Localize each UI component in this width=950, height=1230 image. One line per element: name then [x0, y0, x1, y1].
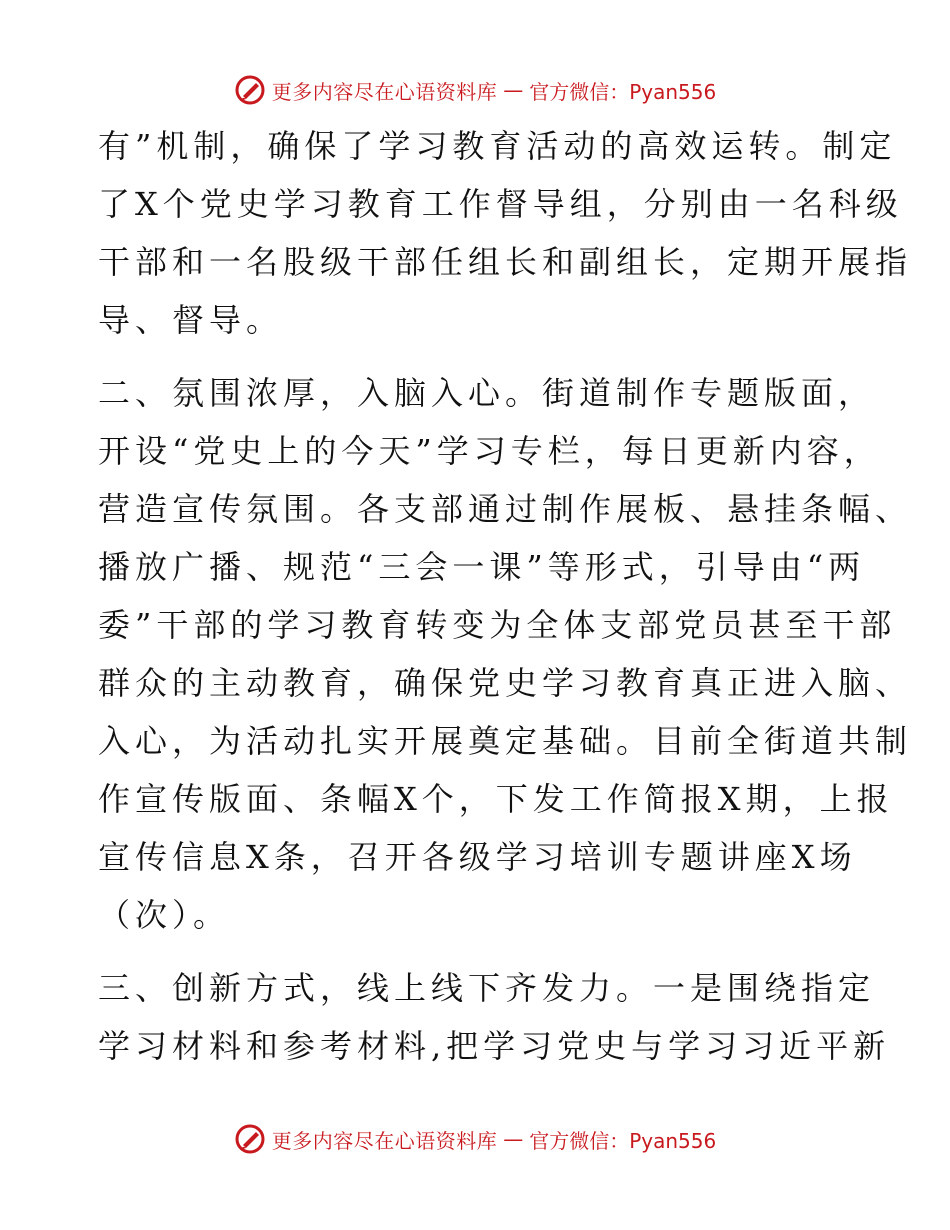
brush-seal-icon [234, 74, 266, 106]
header-banner-separator: — [503, 78, 524, 102]
body-text [98, 117, 913, 1075]
text-line: 播放广播、规范“三会一课”等形式，引导由“两 [98, 548, 866, 586]
footer-banner-text: 更多内容尽在心语资料库 [271, 1128, 498, 1153]
text-line: 二、氛围浓厚，入脑入心。街道制作专题版面， [98, 374, 876, 412]
text-line: （次）。 [98, 896, 231, 934]
text-line: 导、督导。 [98, 301, 284, 339]
text-line: 宣传信息X条，召开各级学习培训专题讲座X场 [98, 838, 857, 876]
paragraph [98, 959, 891, 1075]
text-line: 有”机制，确保了学习教育活动的高效运转。制定 [98, 127, 897, 165]
text-line: 开设“党史上的今天”学习专栏，每日更新内容， [98, 432, 881, 470]
paragraph [98, 364, 913, 944]
footer-banner-separator: — [503, 1127, 524, 1151]
brush-seal-icon [234, 1123, 266, 1155]
text-line: 营造宣传氛围。各支部通过制作展板、悬挂条幅、 [98, 490, 913, 528]
text-line: 作宣传版面、条幅X个，下发工作简报X期，上报 [98, 780, 894, 818]
footer-banner [0, 1119, 950, 1159]
header-banner [0, 70, 950, 110]
text-line: 了X个党史学习教育工作督导组，分别由一名科级 [98, 185, 903, 223]
paragraph [98, 117, 913, 349]
header-wechat-label: 官方微信：Pyan556 [529, 79, 717, 104]
text-line: 干部和一名股级干部任组长和副组长，定期开展指 [98, 243, 913, 281]
header-banner-text: 更多内容尽在心语资料库 [271, 79, 498, 104]
footer-wechat-label: 官方微信：Pyan556 [529, 1128, 717, 1153]
text-line: 入心，为活动扎实开展奠定基础。目前全街道共制 [98, 722, 913, 760]
text-line: 三、创新方式，线上线下齐发力。一是围绕指定 [98, 969, 876, 1007]
text-line: 群众的主动教育，确保党史学习教育真正进入脑、 [98, 664, 913, 702]
text-line: 委”干部的学习教育转变为全体支部党员甚至干部 [98, 606, 897, 644]
text-line: 学习材料和参考材料,把学习党史与学习习近平新 [98, 1027, 891, 1065]
